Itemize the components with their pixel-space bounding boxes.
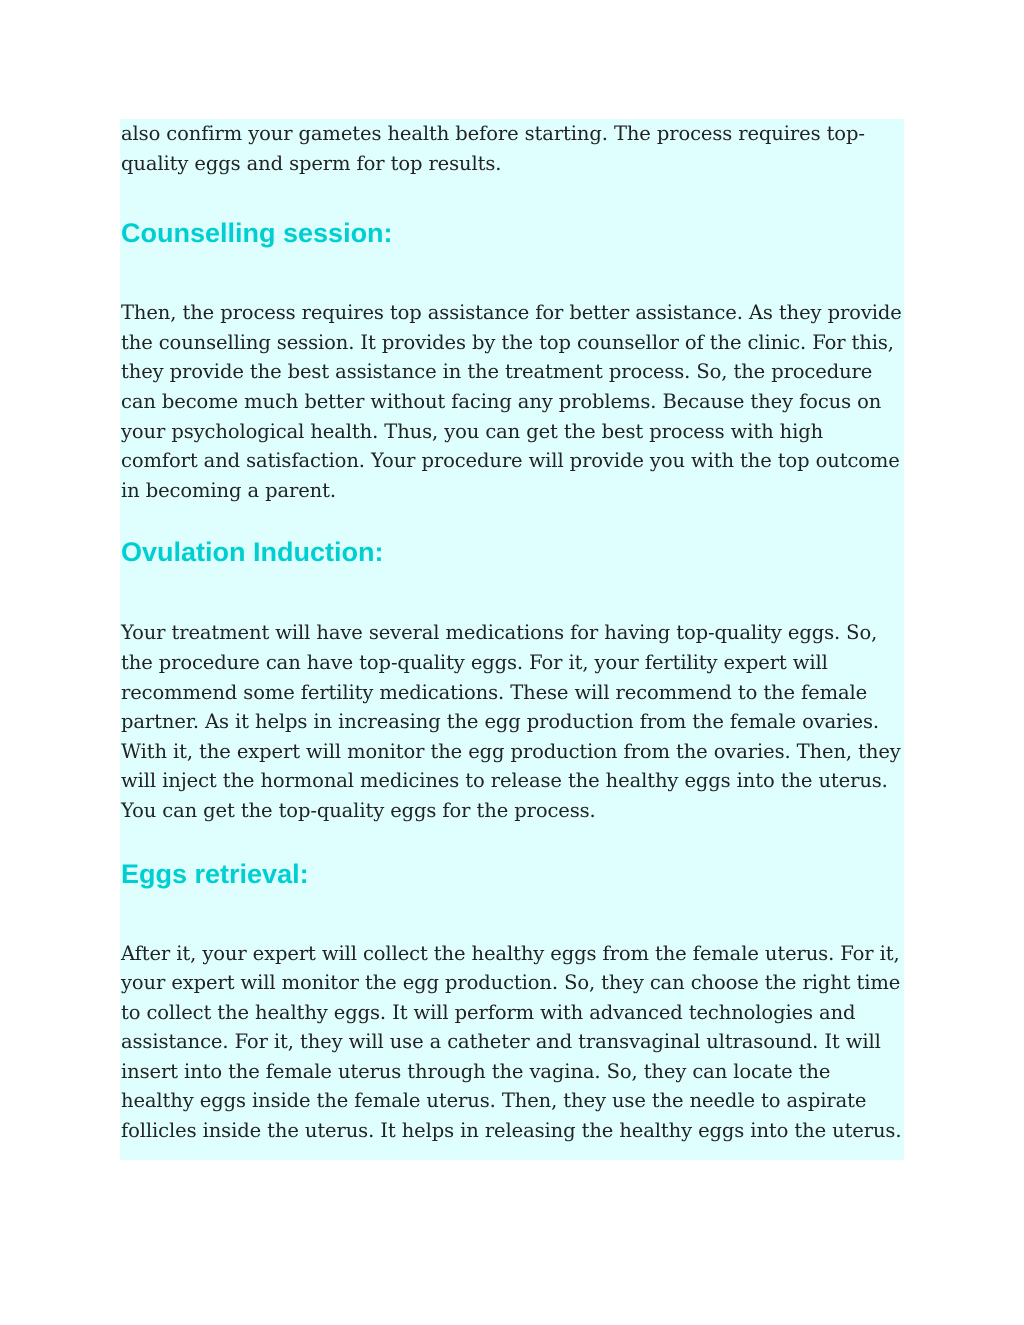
- section-body-counselling: Then, the process requires top assistance for better assistance. As they provide the counselling session. It provides by the top counsellor of the clinic. For this, they provide the best assistance in the treatment process. So, the procedure can become much better without facing any problems. Because they focus on your psychological health. Thus, you can get the best process with high comfort and satisfaction. Your procedure will provide you with the top outcome in becoming a parent.: [121, 301, 902, 502]
- section-heading-ovulation: Ovulation Induction:: [121, 537, 384, 568]
- section-heading-retrieval: Eggs retrieval:: [121, 858, 309, 889]
- document-content-block: [120, 119, 904, 1160]
- section-heading-counselling: Counselling session:: [121, 218, 393, 249]
- section-body-retrieval: After it, your expert will collect the healthy eggs from the female uterus. For it, your expert will monitor the egg production. So, they can choose the right time to collect the healthy eggs. It will perform with advanced technologies and assistance. For it, they will use a catheter and transvaginal ultrasound. It will insert into the female uterus through the vagina. So, they can locate the healthy eggs inside the female uterus. Then, they use the needle to aspirate follicles inside the uterus. It helps in releasing the healthy eggs into the uterus.: [121, 941, 902, 1143]
- section-body-ovulation: Your treatment will have several medications for having top-quality eggs. So, the procedure can have top-quality eggs. For it, your fertility expert will recommend some fertility medications. These will recommend to the female partner. As it helps in increasing the egg production from the female ovaries. With it, the expert will monitor the egg production from the ovaries. Then, they will inject the hormonal medicines to release the healthy eggs into the uterus. You can get the top-quality eggs for the process.: [121, 621, 901, 822]
- intro-paragraph: also confirm your gametes health before starting. The process requires top-quality eggs and sperm for top results.: [121, 122, 865, 175]
